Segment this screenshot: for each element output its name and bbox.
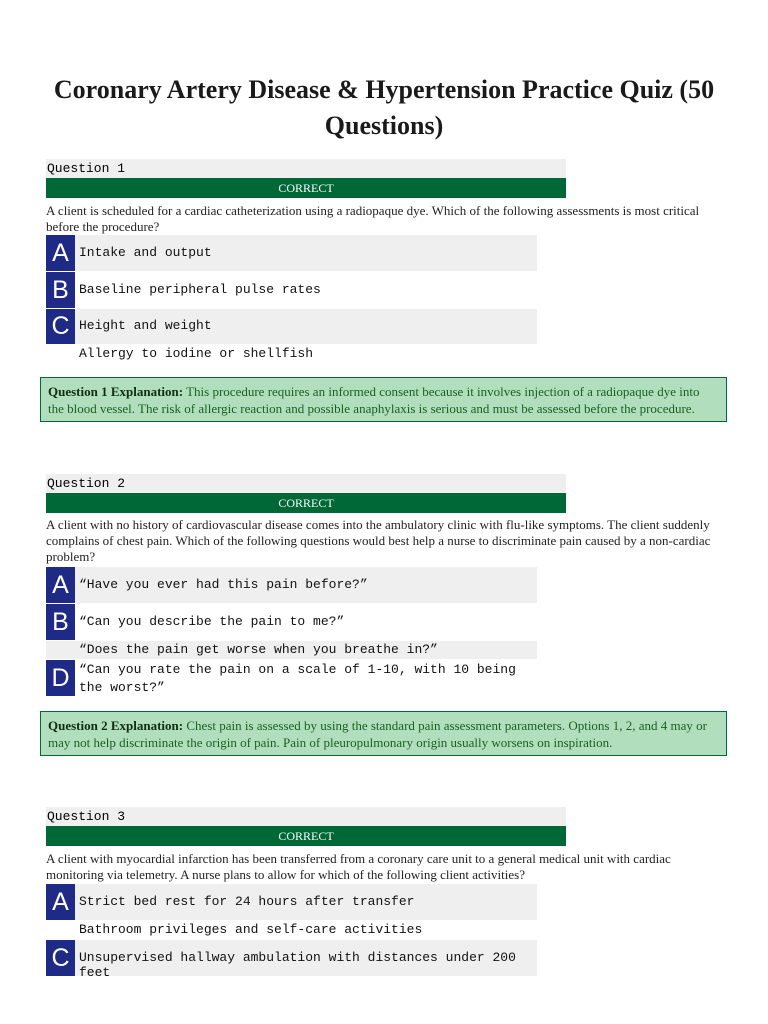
option-text: “Does the pain get worse when you breathe in?” bbox=[79, 642, 438, 657]
option-letter-a: A bbox=[46, 567, 75, 603]
question-2-text: A client with no history of cardiovascular disease comes into the ambulatory clinic with flu-like symptoms. The client suddenly complains of chest pain. Which of the following questions would best help a nurse to discriminate pain caused by a non-cardiac problem? bbox=[46, 517, 711, 564]
page-title: Coronary Artery Disease & Hypertension Practice Quiz (50 Questions) bbox=[53, 75, 715, 140]
question-1-header: Question 1 bbox=[46, 159, 566, 178]
question-2-header: Question 2 bbox=[46, 474, 566, 493]
explanation-text: Chest pain is assessed by using the standard pain assessment parameters. Options 1, 2, and 4 may or may not help discriminate the origin of pain. Pain of pleuropulmonary origin usually worsens on inspiration. bbox=[48, 718, 707, 750]
question-1-option-a[interactable] bbox=[46, 235, 537, 271]
question-3-option-b[interactable] bbox=[46, 921, 537, 939]
question-2-explanation bbox=[40, 711, 727, 756]
option-text: Strict bed rest for 24 hours after transfer bbox=[79, 894, 415, 909]
option-text: “Can you describe the pain to me?” bbox=[79, 614, 345, 629]
question-1-text: A client is scheduled for a cardiac catheterization using a radiopaque dye. Which of the following assessments is most critical before the procedure? bbox=[46, 203, 700, 234]
option-text: Height and weight bbox=[79, 318, 212, 333]
question-2-option-a[interactable] bbox=[46, 567, 537, 603]
question-2-option-b[interactable] bbox=[46, 604, 537, 640]
question-2-option-c[interactable] bbox=[46, 641, 537, 659]
option-text: Bathroom privileges and self-care activities bbox=[79, 922, 423, 937]
option-letter-d: D bbox=[46, 660, 75, 696]
option-text: Intake and output bbox=[79, 245, 212, 260]
question-3-option-c[interactable] bbox=[46, 940, 537, 980]
option-text: “Can you rate the pain on a scale of 1-10, with 10 being the worst?” bbox=[79, 662, 516, 695]
option-text: Unsupervised hallway ambulation with distances under 200 feet bbox=[79, 950, 516, 980]
question-1-option-c[interactable] bbox=[46, 309, 537, 344]
question-1-explanation bbox=[40, 377, 727, 422]
explanation-text: This procedure requires an informed consent because it involves injection of a radiopaque dye into the blood vessel. The risk of allergic reaction and possible anaphylaxis is serious and must be assessed before the procedure. bbox=[48, 384, 700, 416]
option-text: “Have you ever had this pain before?” bbox=[79, 577, 368, 592]
option-letter-c: C bbox=[46, 940, 75, 976]
question-1-option-b[interactable] bbox=[46, 272, 537, 308]
option-text: Allergy to iodine or shellfish bbox=[79, 346, 314, 361]
question-1-status-bar: CORRECT bbox=[46, 178, 566, 198]
question-3-text: A client with myocardial infarction has been transferred from a coronary care unit to a general medical unit with cardiac monitoring via telemetry. A nurse plans to allow for which of the following client activities? bbox=[46, 851, 671, 882]
question-3-header: Question 3 bbox=[46, 807, 566, 826]
question-3-option-a[interactable] bbox=[46, 884, 537, 920]
option-letter-a: A bbox=[46, 235, 75, 271]
question-2-status-bar: CORRECT bbox=[46, 493, 566, 513]
option-letter-c: C bbox=[46, 309, 75, 344]
question-1-option-d[interactable] bbox=[46, 345, 537, 363]
option-letter-a: A bbox=[46, 884, 75, 920]
question-3-status-bar: CORRECT bbox=[46, 826, 566, 846]
option-letter-b: B bbox=[46, 272, 75, 308]
explanation-label: Question 2 Explanation: bbox=[48, 718, 184, 733]
question-2-option-d[interactable] bbox=[46, 660, 537, 696]
explanation-label: Question 1 Explanation: bbox=[48, 384, 184, 399]
option-letter-b: B bbox=[46, 604, 75, 640]
option-text: Baseline peripheral pulse rates bbox=[79, 282, 321, 297]
